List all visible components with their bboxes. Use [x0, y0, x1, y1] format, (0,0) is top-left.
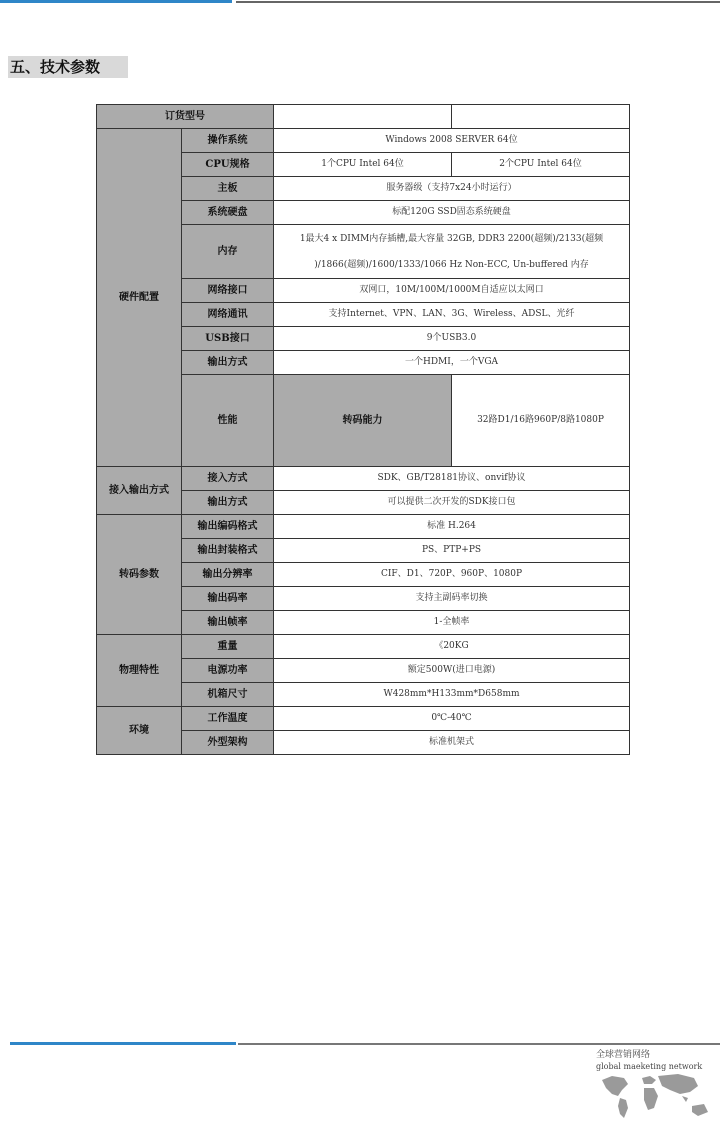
- row-label: 输出帧率: [182, 611, 274, 635]
- row-label: 网络接口: [182, 279, 274, 303]
- row-label: 转码能力: [274, 375, 452, 467]
- table-row: [97, 515, 630, 539]
- brand-en: global maeketing network: [596, 1062, 703, 1071]
- row-label: 操作系统: [182, 129, 274, 153]
- row-label: 重量: [182, 635, 274, 659]
- category-physical: 物理特性: [97, 635, 182, 707]
- world-map-icon: [598, 1070, 716, 1124]
- table-row: [97, 467, 630, 491]
- row-value: 《20KG: [274, 635, 630, 659]
- category-environment: 环境: [97, 707, 182, 755]
- row-label: 输出封装格式: [182, 539, 274, 563]
- footer-rule: [238, 1043, 720, 1045]
- table-row: [97, 105, 630, 129]
- table-row: [97, 707, 630, 731]
- row-value: 一个HDMI，一个VGA: [274, 351, 630, 375]
- row-value: 0℃-40℃: [274, 707, 630, 731]
- category-hardware: 硬件配置: [97, 129, 182, 467]
- spec-table: [96, 104, 630, 755]
- order-model-value-1: [274, 105, 452, 129]
- row-value: 可以提供二次开发的SDK接口包: [274, 491, 630, 515]
- footer-accent-bar: [10, 1042, 236, 1045]
- memory-line-2: )/1866(超频)/1600/1333/1066 Hz Non-ECC, Un-buffered 内存: [314, 259, 589, 270]
- row-value: 支持Internet、VPN、LAN、3G、Wireless、ADSL、光纤: [274, 303, 630, 327]
- row-value: SDK、GB/T28181协议、onvif协议: [274, 467, 630, 491]
- row-value: Windows 2008 SERVER 64位: [274, 129, 630, 153]
- row-label: 机箱尺寸: [182, 683, 274, 707]
- row-label: 工作温度: [182, 707, 274, 731]
- table-row: [97, 635, 630, 659]
- row-value: 双网口，10M/100M/1000M自适应以太网口: [274, 279, 630, 303]
- row-value: [274, 225, 630, 279]
- row-label: 系统硬盘: [182, 201, 274, 225]
- top-accent-bar: [0, 0, 232, 3]
- row-label: 外型架构: [182, 731, 274, 755]
- table-row: [97, 129, 630, 153]
- row-value: PS、PTP+PS: [274, 539, 630, 563]
- row-label: CPU规格: [182, 153, 274, 177]
- row-label: 接入方式: [182, 467, 274, 491]
- row-value: 32路D1/16路960P/8路1080P: [452, 375, 630, 467]
- row-label: 电源功率: [182, 659, 274, 683]
- order-model-value-2: [452, 105, 630, 129]
- row-value: 标准机架式: [274, 731, 630, 755]
- row-value: W428mm*H133mm*D658mm: [274, 683, 630, 707]
- section-title: 五、技术参数: [8, 56, 128, 78]
- row-label: 输出分辨率: [182, 563, 274, 587]
- row-label: 主板: [182, 177, 274, 201]
- memory-line-1: 1最大4 x DIMM内存插槽,最大容量 32GB, DDR3 2200(超频)/2133(超频: [299, 233, 604, 244]
- category-performance: 性能: [182, 375, 274, 467]
- order-model-label: 订货型号: [97, 105, 274, 129]
- row-label: 内存: [182, 225, 274, 279]
- row-label: USB接口: [182, 327, 274, 351]
- row-value: CIF、D1、720P、960P、1080P: [274, 563, 630, 587]
- row-value: 1个CPU Intel 64位: [274, 153, 452, 177]
- row-value: 1-全帧率: [274, 611, 630, 635]
- category-io: 接入输出方式: [97, 467, 182, 515]
- row-value: 标准 H.264: [274, 515, 630, 539]
- row-label: 输出码率: [182, 587, 274, 611]
- row-value: 标配120G SSD固态系统硬盘: [274, 201, 630, 225]
- row-label: 输出方式: [182, 491, 274, 515]
- top-rule: [236, 1, 720, 3]
- row-value: 9个USB3.0: [274, 327, 630, 351]
- row-label: 输出方式: [182, 351, 274, 375]
- category-transcode: 转码参数: [97, 515, 182, 635]
- row-value: 2个CPU Intel 64位: [452, 153, 630, 177]
- row-label: 输出编码格式: [182, 515, 274, 539]
- brand-cn: 全球营销网络: [596, 1050, 651, 1060]
- row-label: 网络通讯: [182, 303, 274, 327]
- row-value: 支持主副码率切换: [274, 587, 630, 611]
- row-value: 服务器级（支持7x24小时运行）: [274, 177, 630, 201]
- row-value: 额定500W(进口电源): [274, 659, 630, 683]
